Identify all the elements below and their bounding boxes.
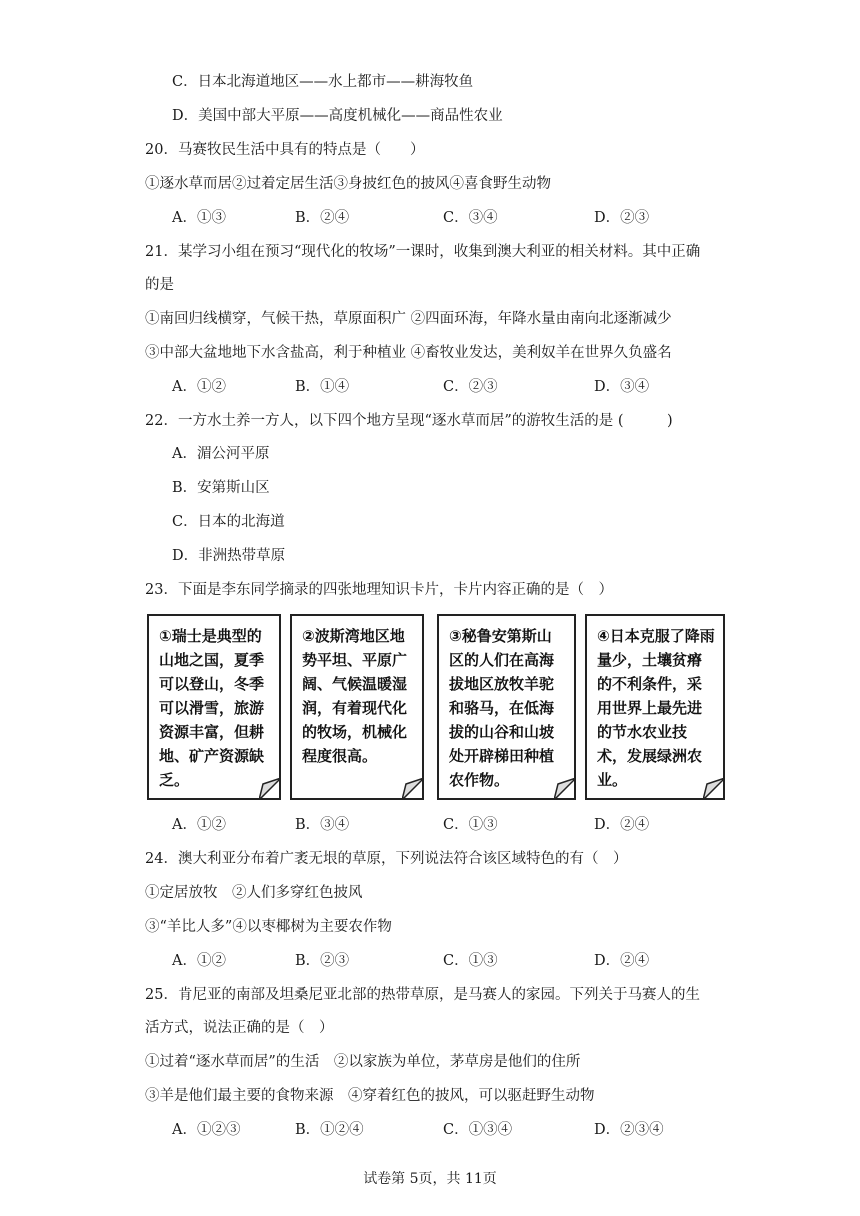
q21-option-c: C．②③	[443, 379, 498, 395]
q24-items-line1: ①定居放牧 ②人们多穿红色披风	[145, 885, 363, 901]
q24-option-b: B．②③	[295, 953, 350, 969]
q23-option-b: B．③④	[295, 817, 350, 833]
q21-items-line1: ①南回归线横穿，气候干热，草原面积广 ②四面环海，年降水量由南向北逐渐减少	[145, 311, 672, 327]
q20-option-b: B．②④	[295, 210, 350, 226]
q20-option-d: D．②③	[594, 210, 650, 226]
knowledge-card-1	[147, 614, 281, 800]
q23-option-c: C．①③	[443, 817, 498, 833]
q23-option-a: A．①②	[172, 817, 226, 833]
q24-option-c: C．①③	[443, 953, 498, 969]
q24-items-line2: ③“羊比人多”④以枣椰树为主要农作物	[145, 919, 392, 935]
q24-option-a: A．①②	[172, 953, 226, 969]
q21-option-a: A．①②	[172, 379, 226, 395]
q25-stem-line2: 活方式，说法正确的是（ ）	[145, 1020, 334, 1036]
q20-stem: 20．马赛牧民生活中具有的特点是（ ）	[145, 142, 425, 158]
q25-items-line2: ③羊是他们最主要的食物来源 ④穿着红色的披风，可以驱赶野生动物	[145, 1088, 595, 1104]
q20-option-a: A．①③	[172, 210, 226, 226]
q19-option-d: D．美国中部大平原——高度机械化——商品性农业	[172, 108, 503, 124]
q25-option-d: D．②③④	[594, 1122, 664, 1138]
knowledge-card-2	[290, 614, 424, 800]
knowledge-card-1-text: ①瑞士是典型的山地之国，夏季可以登山，冬季可以滑雪，旅游资源丰富，但耕地、矿产资源缺乏。	[159, 627, 265, 789]
knowledge-card-4	[585, 614, 725, 800]
q24-stem: 24．澳大利亚分布着广袤无垠的草原，下列说法符合该区域特色的有（ ）	[145, 851, 628, 867]
knowledge-card-2-text: ②波斯湾地区地势平坦、平原广阔、气候温暖湿润，有着现代化的牧场，机械化程度很高。	[302, 627, 408, 765]
page-footer: 试卷第 5页，共 11页	[363, 1171, 497, 1187]
q21-option-d: D．③④	[594, 379, 650, 395]
q21-option-b: B．①④	[295, 379, 350, 395]
knowledge-card-3-text: ③秘鲁安第斯山区的人们在高海拔地区放牧羊驼和骆马，在低海拔的山谷和山坡处开辟梯田种植农作物。	[449, 627, 555, 789]
knowledge-card-4-text: ④日本克服了降雨量少，土壤贫瘠的不利条件，采用世界上最先进的节水农业技术，发展绿洲农业。	[597, 627, 715, 789]
q25-option-b: B．①②④	[295, 1122, 364, 1138]
q21-stem-line2: 的是	[145, 277, 174, 293]
q22-option-a: A．湄公河平原	[172, 446, 270, 462]
q24-option-d: D．②④	[594, 953, 650, 969]
q23-option-d: D．②④	[594, 817, 650, 833]
q19-option-c: C．日本北海道地区——水上都市——耕海牧鱼	[172, 74, 474, 90]
q25-option-a: A．①②③	[172, 1122, 241, 1138]
q22-option-b: B．安第斯山区	[172, 480, 270, 496]
q20-option-c: C．③④	[443, 210, 498, 226]
q25-items-line1: ①过着“逐水草而居”的生活 ②以家族为单位，茅草房是他们的住所	[145, 1054, 581, 1070]
q25-option-c: C．①③④	[443, 1122, 513, 1138]
knowledge-card-3	[437, 614, 576, 800]
q22-option-c: C．日本的北海道	[172, 514, 285, 530]
q23-stem: 23．下面是李东同学摘录的四张地理知识卡片，卡片内容正确的是（ ）	[145, 582, 613, 598]
q21-stem-line1: 21．某学习小组在预习“现代化的牧场”一课时，收集到澳大利亚的相关材料。其中正确	[145, 244, 701, 260]
q22-option-d: D．非洲热带草原	[172, 548, 286, 564]
q22-stem: 22．一方水土养一方人，以下四个地方呈现“逐水草而居”的游牧生活的是 ( )	[145, 413, 673, 429]
q21-items-line2: ③中部大盆地地下水含盐高，利于种植业 ④畜牧业发达，美利奴羊在世界久负盛名	[145, 345, 672, 361]
q25-stem-line1: 25．肯尼亚的南部及坦桑尼亚北部的热带草原，是马赛人的家园。下列关于马赛人的生	[145, 987, 700, 1003]
q20-items: ①逐水草而居②过着定居生活③身披红色的披风④喜食野生动物	[145, 176, 551, 192]
